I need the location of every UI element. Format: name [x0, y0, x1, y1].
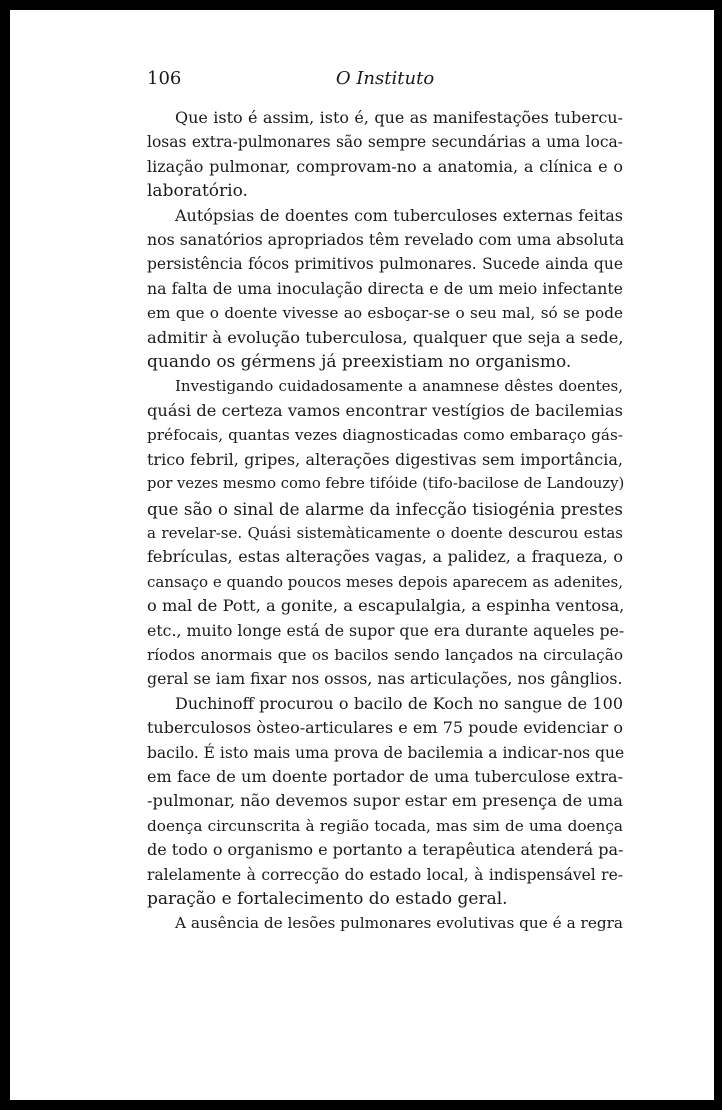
text-line: cansaço e quando poucos meses depois aparecem as adenites,	[147, 572, 623, 591]
text-line: geral se iam fixar nos ossos, nas articulações, nos gânglios.	[147, 669, 623, 689]
text-line: bacilo. É isto mais uma prova de bacilemia a indicar-nos que	[147, 743, 625, 762]
text-line: Autópsias de doentes com tuberculoses externas feitas	[175, 205, 623, 225]
text-line: admitir à evolução tuberculosa, qualquer que seja a sede,	[147, 327, 624, 347]
text-line: febrículas, estas alterações vagas, a palidez, a fraqueza, o	[147, 547, 623, 567]
text-line: por vezes mesmo como febre tifóide (tifo-bacilose de Landouzy)	[147, 475, 625, 493]
text-line: quási de certeza vamos encontrar vestígios de bacilemias	[147, 400, 623, 420]
text-line: nos sanatórios apropriados têm revelado com uma absoluta	[147, 230, 625, 250]
text-line: a revelar-se. Quási sistemàticamente o doente descurou estas	[147, 523, 623, 542]
text-line: ríodos anormais que os bacilos sendo lançados na circulação	[147, 645, 623, 664]
text-line: o mal de Pott, a gonite, a escapulalgia, a espinha ventosa,	[147, 596, 625, 616]
text-line: quando os gérmens já preexistiam no organismo.	[147, 352, 572, 373]
text-line: A ausência de lesões pulmonares evolutivas que é a regra	[175, 914, 623, 933]
text-line: que são o sinal de alarme da infecção tisiogénia prestes	[147, 498, 623, 519]
text-line: Investigando cuidadosamente a anamnese dêstes doentes,	[175, 377, 623, 396]
text-line: etc., muito longe está de supor que era durante aqueles pe-	[147, 620, 625, 640]
page-header	[147, 68, 623, 92]
text-line: doença circunscrita à região tocada, mas sim de uma doença	[147, 816, 623, 835]
text-line: Duchinoff procurou o bacilo de Koch no sangue de 100	[175, 693, 623, 713]
text-line: laboratório.	[147, 181, 248, 202]
text-line: losas extra-pulmonares são sempre secundárias a uma loca-	[147, 133, 623, 152]
text-line: persistência fócos primitivos pulmonares. Sucede ainda que	[147, 255, 623, 274]
body-text	[147, 106, 623, 936]
text-line: paração e fortalecimento do estado geral.	[147, 889, 508, 909]
page-number: 106	[147, 68, 182, 89]
text-line: -pulmonar, não devemos supor estar em presença de uma	[147, 791, 623, 811]
book-page	[10, 10, 714, 1100]
text-line: na falta de uma inoculação directa e de um meio infectante	[147, 278, 623, 298]
text-line: em que o doente vivesse ao esboçar-se o seu mal, só se pode	[147, 304, 623, 323]
text-line: lização pulmonar, comprovam-no a anatomia, a clínica e o	[147, 156, 623, 176]
text-line: tuberculosos òsteo-articulares e em 75 poude evidenciar o	[147, 718, 623, 738]
text-line: Que isto é assim, isto é, que as manifestações tubercu-	[175, 108, 623, 127]
running-title: O Instituto	[335, 68, 435, 89]
text-line: em face de um doente portador de uma tuberculose extra-	[147, 766, 623, 786]
text-line: préfocais, quantas vezes diagnosticadas como embaraço gás-	[147, 426, 623, 445]
text-line: trico febril, gripes, alterações digestivas sem importância,	[147, 449, 623, 469]
text-line: de todo o organismo e portanto a terapêutica atenderá pa-	[147, 840, 624, 860]
text-line: ralelamente à correcção do estado local, à indispensável re-	[147, 865, 623, 884]
